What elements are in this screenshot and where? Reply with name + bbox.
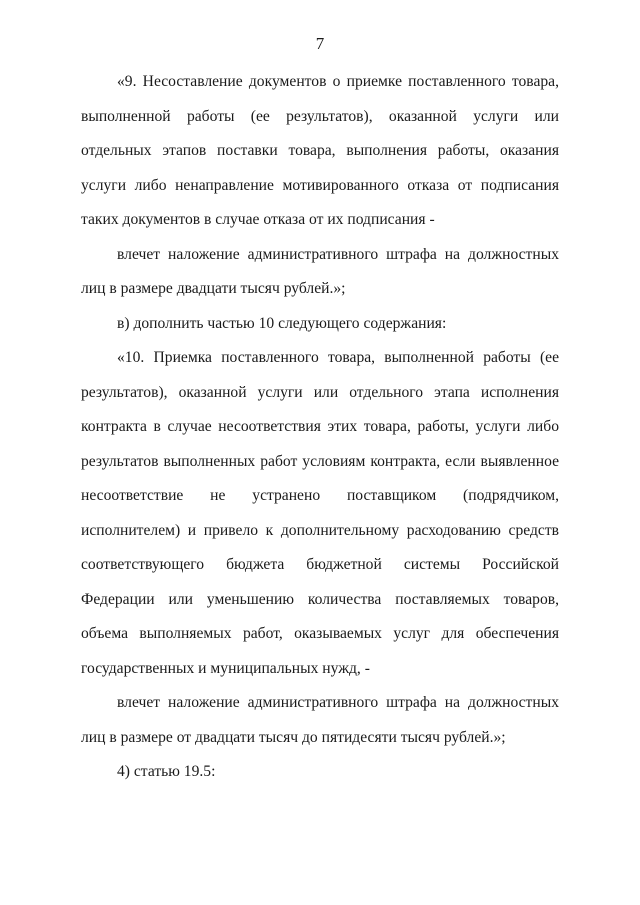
document-body [81, 65, 559, 790]
paragraph-amendment-v: в) дополнить частью 10 следующего содержания: [117, 314, 447, 332]
paragraph-penalty-10: влечет наложение административного штрафа на должностных лиц в размере от двадцати тысяч до пятидесяти тысяч рублей.»; [81, 694, 559, 746]
paragraph-part-9: «9. Несоставление документов о приемке поставленного товара, выполненной работы (ее результатов), оказанной услуги или отдельных этапов поставки товара, выполнения работы, оказания услуги либо ненаправление мотивированного отказа от подписания таких документов в случае отказа от их подписания - [81, 73, 559, 228]
paragraph-part-10: «10. Приемка поставленного товара, выполненной работы (ее результатов), оказанной услуги или отдельного этапа исполнения контракта в случае несоответствия этих товара, работы, услуги либо результатов выполненных работ условиям контракта, если выявленное несоответствие не устранено поставщиком (подрядчиком, исполнителем) и привело к дополнительному расходованию средств соответствующего бюджета бюджетной системы Российской Федерации или уменьшению количества поставляемых товаров, объема выполняемых работ, оказываемых услуг для обеспечения государственных и муниципальных нужд, - [81, 349, 559, 677]
page-number: 7 [315, 34, 325, 53]
paragraph-penalty-9: влечет наложение административного штрафа на должностных лиц в размере двадцати тысяч рублей.»; [81, 245, 559, 297]
paragraph-article-19-5: 4) статью 19.5: [117, 763, 216, 780]
